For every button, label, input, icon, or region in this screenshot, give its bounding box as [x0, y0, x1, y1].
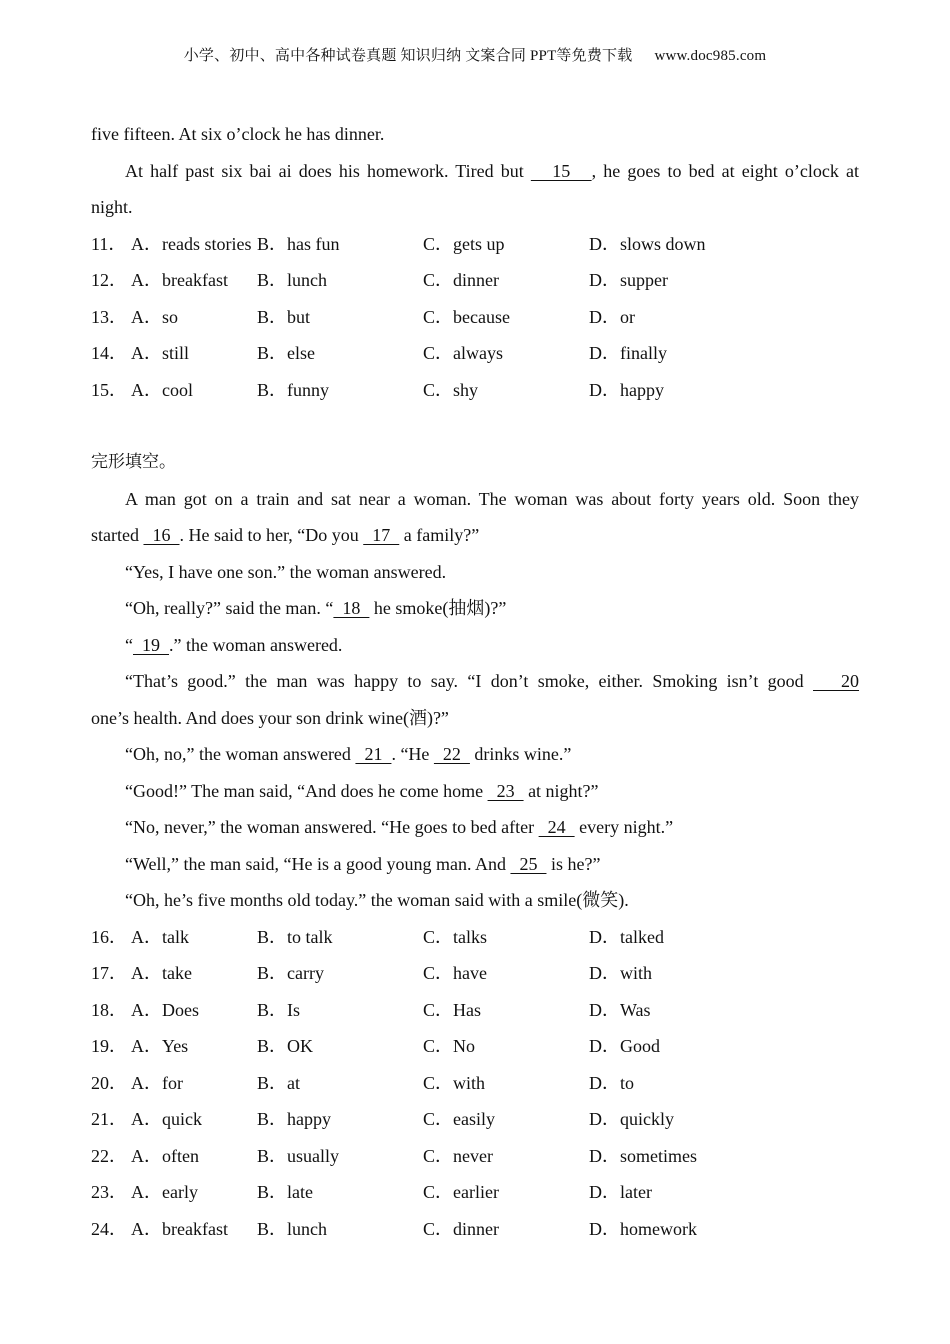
option-a: A．Yes — [131, 1036, 189, 1056]
option-d: D．finally — [589, 343, 667, 363]
option-b: B．OK — [257, 1036, 314, 1056]
option-a: A．Does — [131, 999, 199, 1020]
passage-text: At half past six bai ai does his homework. Tired but — [125, 160, 531, 181]
passage-text: started — [91, 525, 144, 545]
question-row — [91, 262, 859, 299]
passage-text: , he goes to bed at eight o’clock at — [591, 160, 860, 181]
option-b: B．lunch — [257, 270, 327, 290]
header-url: www.doc985.com — [654, 48, 767, 64]
question-number: 17． — [91, 963, 127, 983]
blank-16: 16 — [143, 525, 180, 545]
passage-line: five fifteen. At six o’clock he has dinner. — [91, 124, 385, 144]
option-b: B．has fun — [257, 233, 340, 254]
option-a: A．so — [131, 306, 179, 327]
option-a: A．take — [131, 963, 192, 983]
blank-22: 22 — [433, 744, 470, 764]
question-number: 21． — [91, 1109, 127, 1129]
blank-20: 20 — [813, 671, 860, 691]
option-b: B．lunch — [257, 1218, 327, 1239]
blank-19: 19 — [133, 634, 169, 655]
question-list-2 — [91, 919, 859, 1248]
page-header — [0, 44, 950, 65]
option-d: D．happy — [589, 379, 664, 400]
passage-line — [91, 809, 859, 846]
passage-text: “Good!” The man said, “And does he come home — [125, 780, 488, 801]
option-b: B．late — [257, 1182, 313, 1202]
section-title: 完形填空。 — [91, 452, 176, 472]
option-a: A．quick — [131, 1109, 202, 1129]
option-d: D．Was — [589, 999, 651, 1020]
option-b: B．carry — [257, 963, 324, 983]
option-d: D．sometimes — [589, 1145, 697, 1166]
blank-24: 24 — [538, 817, 575, 837]
question-row — [91, 955, 859, 992]
question-number: 24． — [91, 1218, 127, 1239]
question-row — [91, 1065, 859, 1102]
question-list-1 — [91, 226, 859, 409]
blank-23: 23 — [487, 780, 524, 801]
option-d: D．homework — [589, 1218, 697, 1239]
option-b: B．but — [257, 306, 311, 327]
passage-line — [91, 736, 859, 773]
passage-text: “Oh, no,” the woman answered — [125, 744, 356, 764]
blank-17: 17 — [363, 525, 400, 545]
question-row — [91, 919, 859, 956]
option-d: D．later — [589, 1182, 652, 1202]
blank-18: 18 — [333, 598, 370, 618]
option-c: C．earlier — [423, 1182, 499, 1202]
passage-text: “ — [125, 634, 133, 655]
option-c: C．Has — [423, 999, 481, 1020]
passage-text: .” the woman answered. — [169, 634, 343, 655]
option-d: D．with — [589, 963, 652, 983]
option-c: C．have — [423, 963, 487, 983]
passage-text: . He said to her, “Do you — [179, 525, 364, 545]
passage-line: one’s health. And does your son drink wine(酒)?” — [91, 707, 449, 728]
question-number: 20． — [91, 1072, 127, 1093]
question-row — [91, 372, 859, 409]
option-a: A．still — [131, 343, 190, 363]
question-row — [91, 992, 859, 1029]
option-d: D．to — [589, 1072, 634, 1093]
passage-text: “That’s good.” the man was happy to say. “I don’t smoke, either. Smoking isn’t good — [125, 671, 814, 691]
option-d: D．talked — [589, 926, 664, 947]
option-c: C．shy — [423, 379, 479, 400]
option-c: C．gets up — [423, 233, 505, 254]
passage-line — [91, 846, 859, 883]
passage-line — [91, 590, 859, 627]
option-d: D．or — [589, 306, 635, 327]
question-number: 22． — [91, 1145, 127, 1166]
option-c: C．always — [423, 343, 503, 363]
question-row — [91, 1138, 859, 1175]
option-d: D．supper — [589, 270, 668, 290]
option-b: B．else — [257, 343, 315, 363]
option-c: C．dinner — [423, 1218, 499, 1239]
passage-line: A man got on a train and sat near a woman. The woman was about forty years old. Soon they — [125, 488, 859, 509]
passage-text: he smoke(抽烟)?” — [369, 598, 507, 618]
passage-text: “Well,” the man said, “He is a good young man. And — [125, 853, 511, 874]
option-a: A．for — [131, 1072, 183, 1093]
option-b: B．usually — [257, 1145, 340, 1166]
option-a: A．breakfast — [131, 1218, 228, 1239]
option-c: C．never — [423, 1145, 493, 1166]
question-number: 15． — [91, 379, 127, 400]
option-d: D．slows down — [589, 233, 706, 254]
question-row — [91, 1101, 859, 1138]
option-c: C．talks — [423, 926, 488, 947]
passage-line: “Yes, I have one son.” the woman answered. — [125, 561, 447, 582]
option-a: A．talk — [131, 926, 189, 947]
passage-line — [91, 627, 859, 664]
passage-line: “Oh, he’s five months old today.” the woman said with a smile(微笑). — [125, 890, 629, 910]
question-number: 13． — [91, 306, 127, 327]
question-row — [91, 335, 859, 372]
option-c: C．with — [423, 1072, 486, 1093]
question-row — [91, 1028, 859, 1065]
option-b: B．to talk — [257, 926, 333, 947]
question-row — [91, 1174, 859, 1211]
question-row — [91, 299, 859, 336]
option-a: A．early — [131, 1182, 198, 1202]
passage-text: drinks wine.” — [469, 744, 572, 764]
option-a: A．often — [131, 1145, 199, 1166]
header-title: 小学、初中、高中各种试卷真题 知识归纳 文案合同 PPT等免费下载 — [183, 48, 633, 64]
option-b: B．funny — [257, 379, 329, 400]
option-c: C．because — [423, 306, 510, 327]
option-a: A．breakfast — [131, 270, 228, 290]
passage-text: “No, never,” the woman answered. “He goes to bed after — [125, 817, 539, 837]
option-d: D．quickly — [589, 1109, 674, 1129]
option-b: B．happy — [257, 1109, 331, 1129]
passage-text: a family?” — [399, 525, 480, 545]
option-b: B．Is — [257, 999, 301, 1020]
option-d: D．Good — [589, 1036, 660, 1056]
question-number: 23． — [91, 1182, 127, 1202]
passage-text: . “He — [391, 744, 434, 764]
blank-25: 25 — [510, 853, 547, 874]
document-body — [91, 116, 859, 1247]
passage-text: at night?” — [523, 780, 599, 801]
option-c: C．easily — [423, 1109, 495, 1129]
option-a: A．cool — [131, 379, 193, 400]
question-row — [91, 1211, 859, 1248]
question-number: 18． — [91, 999, 127, 1020]
question-number: 16． — [91, 926, 127, 947]
option-c: C．No — [423, 1036, 476, 1056]
question-number: 19． — [91, 1036, 127, 1056]
passage-line — [91, 517, 859, 554]
passage-text: “Oh, really?” said the man. “ — [125, 598, 334, 618]
passage-line — [91, 663, 859, 700]
section-spacer — [91, 408, 859, 444]
question-row — [91, 226, 859, 263]
blank-15: 15 — [530, 160, 592, 181]
passage-text: is he?” — [546, 853, 601, 874]
question-number: 14． — [91, 343, 127, 363]
option-b: B．at — [257, 1072, 300, 1093]
passage-line — [91, 773, 859, 810]
blank-21: 21 — [355, 744, 392, 764]
question-number: 12． — [91, 270, 127, 290]
option-c: C．dinner — [423, 270, 499, 290]
passage-line: night. — [91, 197, 133, 217]
passage-line — [91, 153, 859, 190]
passage-text: every night.” — [574, 817, 674, 837]
option-a: A．reads stories — [131, 233, 252, 254]
question-number: 11． — [91, 233, 127, 254]
